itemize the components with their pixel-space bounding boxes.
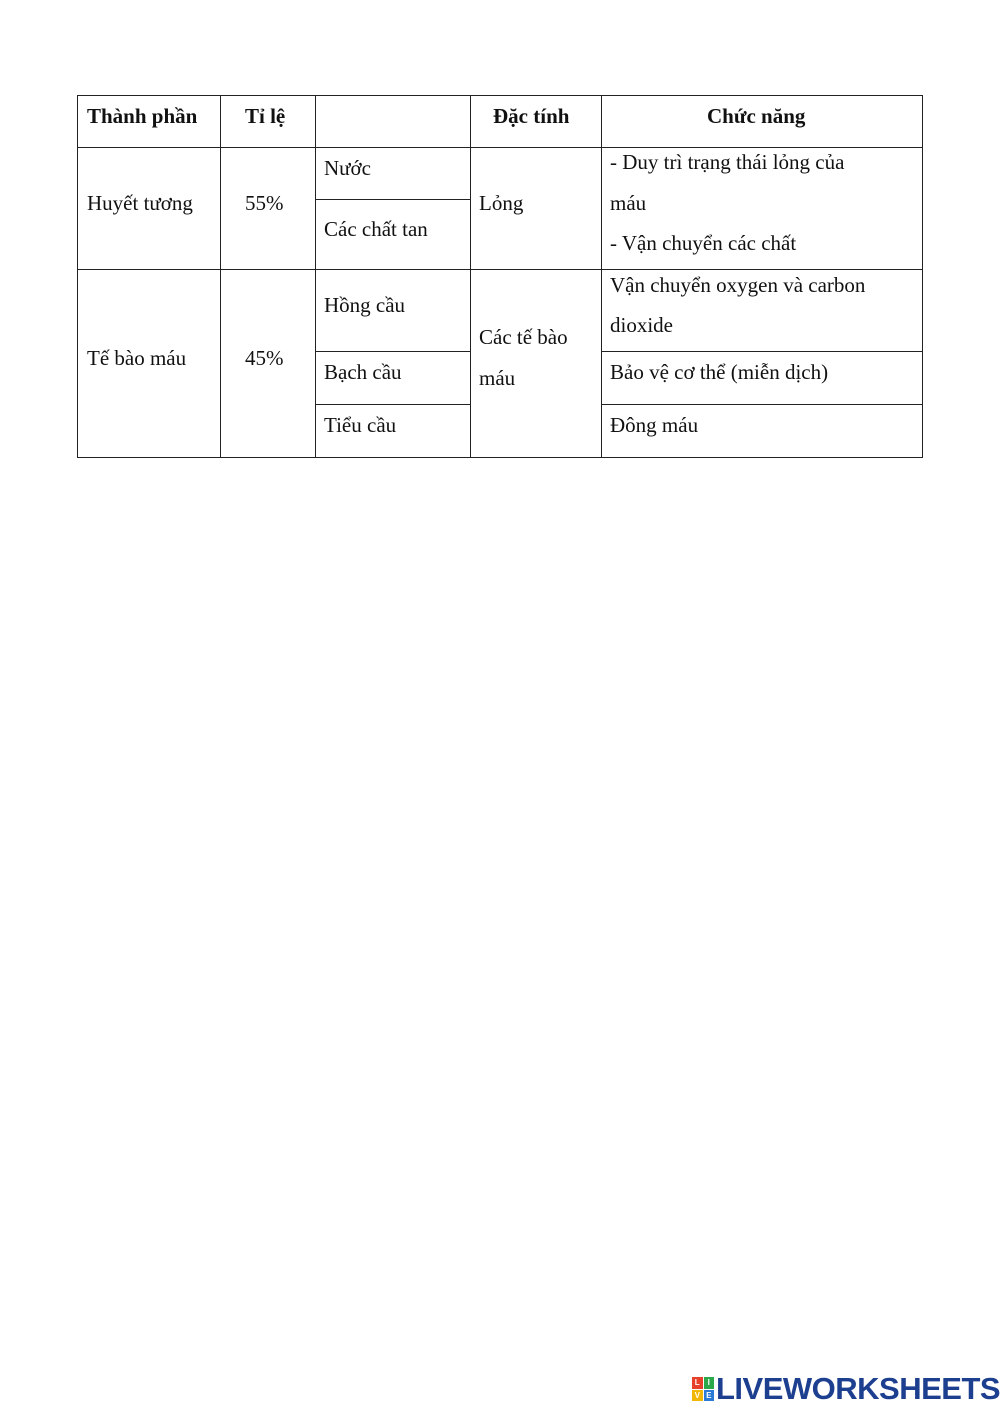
property-blood-cells-line-2: máu (479, 366, 516, 390)
function-plasma-line-2: máu (610, 191, 647, 215)
part-divider-1 (315, 199, 470, 200)
header-component: Thành phần (87, 104, 198, 128)
liveworksheets-logo-icon: L I V E (692, 1377, 714, 1401)
col-divider-1 (220, 95, 221, 458)
table-border-bottom (77, 457, 923, 458)
col-divider-2 (315, 95, 316, 458)
function-plasma-line-3: - Vận chuyển các chất (610, 231, 797, 255)
liveworksheets-logo (692, 1372, 1000, 1406)
liveworksheets-wordmark: LIVEWORKSHEETS (716, 1371, 1000, 1406)
ratio-plasma: 55% (245, 191, 284, 215)
ratio-blood-cells: 45% (245, 346, 284, 370)
property-liquid: Lỏng (479, 191, 524, 215)
header-function: Chức năng (707, 104, 806, 128)
component-plasma: Huyết tương (87, 191, 193, 215)
property-blood-cells-line-1: Các tế bào (479, 325, 568, 349)
table-border-left (77, 95, 78, 458)
worksheet-table (77, 95, 923, 458)
part-solutes: Các chất tan (324, 217, 428, 241)
header-property: Đặc tính (493, 104, 570, 128)
part-water: Nước (324, 156, 371, 180)
function-red-cells-line-2: dioxide (610, 313, 673, 337)
function-plasma-line-1: - Duy trì trạng thái lỏng của (610, 150, 845, 174)
col-divider-3 (470, 95, 471, 458)
function-platelets: Đông máu (610, 413, 699, 437)
part-platelets: Tiểu cầu (324, 413, 397, 437)
header-ratio: Tỉ lệ (245, 104, 286, 128)
table-border-right (922, 95, 923, 458)
part-white-cells: Bạch cầu (324, 360, 402, 384)
component-blood-cells: Tế bào máu (87, 346, 187, 370)
function-red-cells-line-1: Vận chuyển oxygen và carbon (610, 273, 866, 297)
col-divider-4 (601, 95, 602, 458)
part-red-cells: Hồng cầu (324, 293, 406, 317)
function-white-cells: Bảo vệ cơ thể (miễn dịch) (610, 360, 829, 384)
